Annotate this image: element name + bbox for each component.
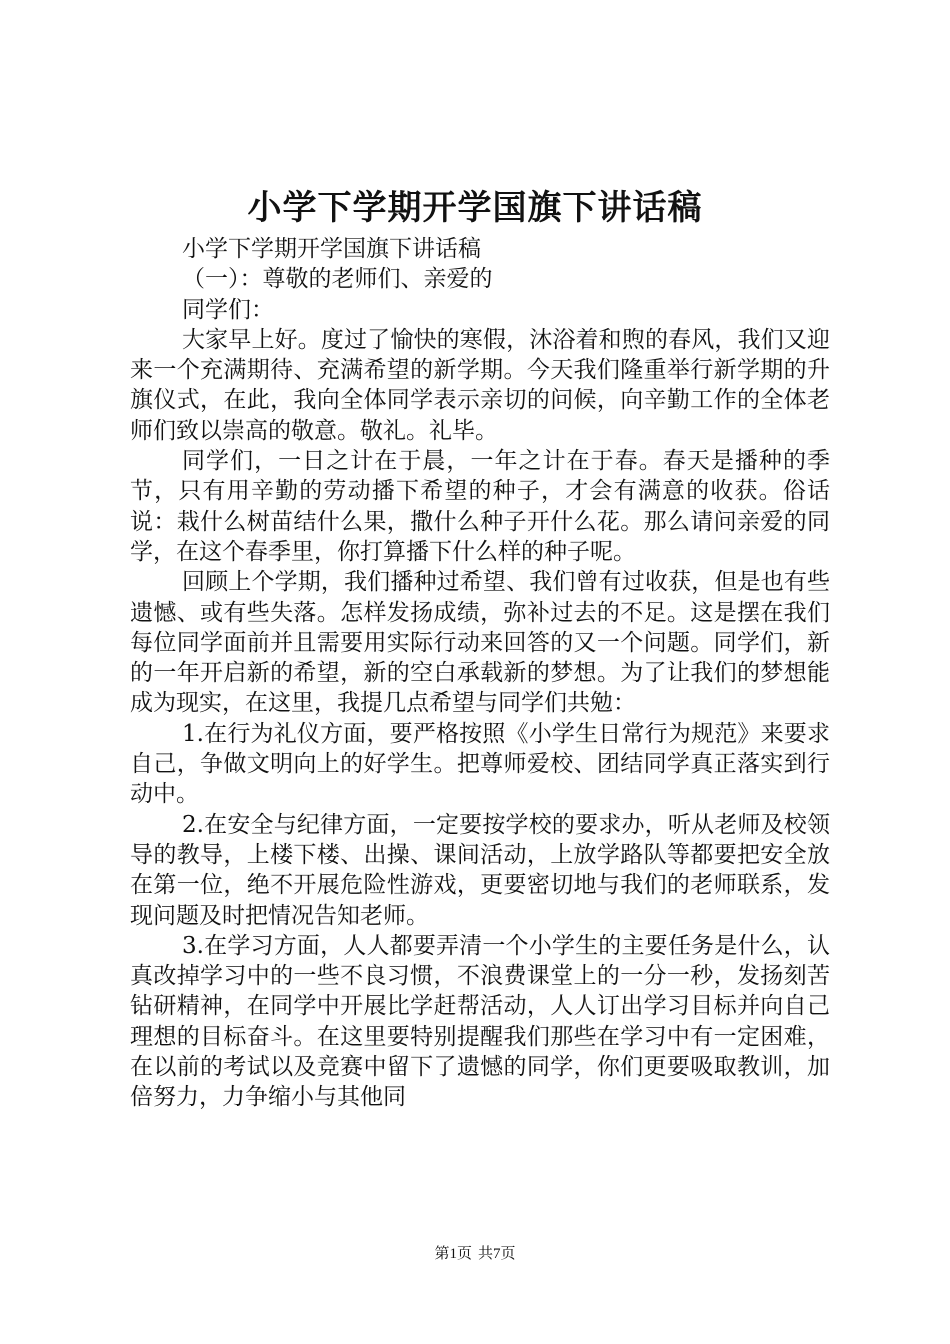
page-total: 共7页: [478, 1246, 516, 1262]
salutation-continued-paragraph: 同学们：: [182, 296, 274, 323]
list-item-paragraph: 3.在学习方面，人人都要弄清一个小学生的主要任务是什么，认真改掉学习中的一些不良习惯，不浪费课堂上的一分一秒，发扬刻苦钻研精神，在同学中开展比学赶帮活动，人人订出学习目标并向自己理想的目标奋斗。在这里要特别提醒我们那些在学习中有一定困难，在以前的考试以及竞赛中留下了遗憾的同学，你们更要吸取教训，加倍努力，力争缩小与其他同: [130, 932, 830, 1111]
salutation-paragraph: （一）：尊敬的老师们、亲爱的: [182, 266, 493, 293]
subtitle-paragraph: 小学下学期开学国旗下讲话稿: [182, 236, 481, 262]
page-number: 第1页: [434, 1246, 472, 1262]
page-footer: [0, 1244, 950, 1264]
list-item-paragraph: 1.在行为礼仪方面，要严格按照《小学生日常行为规范》来要求自己，争做文明向上的好学生。把尊师爱校、团结同学真正落实到行动中。: [130, 720, 830, 808]
body-paragraph: 同学们，一日之计在于晨，一年之计在于春。春天是播种的季节，只有用辛勤的劳动播下希望的种子，才会有满意的收获。俗话说：栽什么树苗结什么果，撒什么种子开什么花。那么请问亲爱的同学，在这个春季里，你打算播下什么样的种子呢。: [130, 448, 830, 565]
document-body: [130, 234, 830, 1113]
document-title: 小学下学期开学国旗下讲话稿: [247, 188, 703, 228]
body-paragraph: 回顾上个学期，我们播种过希望、我们曾有过收获，但是也有些遗憾、或有些失落。怎样发扬成绩，弥补过去的不足。这是摆在我们每位同学面前并且需要用实际行动来回答的又一个问题。同学们，新的一年开启新的希望，新的空白承载新的梦想。为了让我们的梦想能成为现实，在这里，我提几点希望与同学们共勉：: [130, 569, 830, 717]
list-item-paragraph: 2.在安全与纪律方面，一定要按学校的要求办，听从老师及校领导的教导，上楼下楼、出操、课间活动，上放学路队等都要把安全放在第一位，绝不开展危险性游戏，更要密切地与我们的老师联系，发现问题及时把情况告知老师。: [130, 811, 830, 929]
body-paragraph: 大家早上好。度过了愉快的寒假，沐浴着和煦的春风，我们又迎来一个充满期待、充满希望的新学期。今天我们隆重举行新学期的升旗仪式，在此，我向全体同学表示亲切的问候，向辛勤工作的全体老师们致以崇高的敬意。敬礼。礼毕。: [130, 326, 830, 444]
